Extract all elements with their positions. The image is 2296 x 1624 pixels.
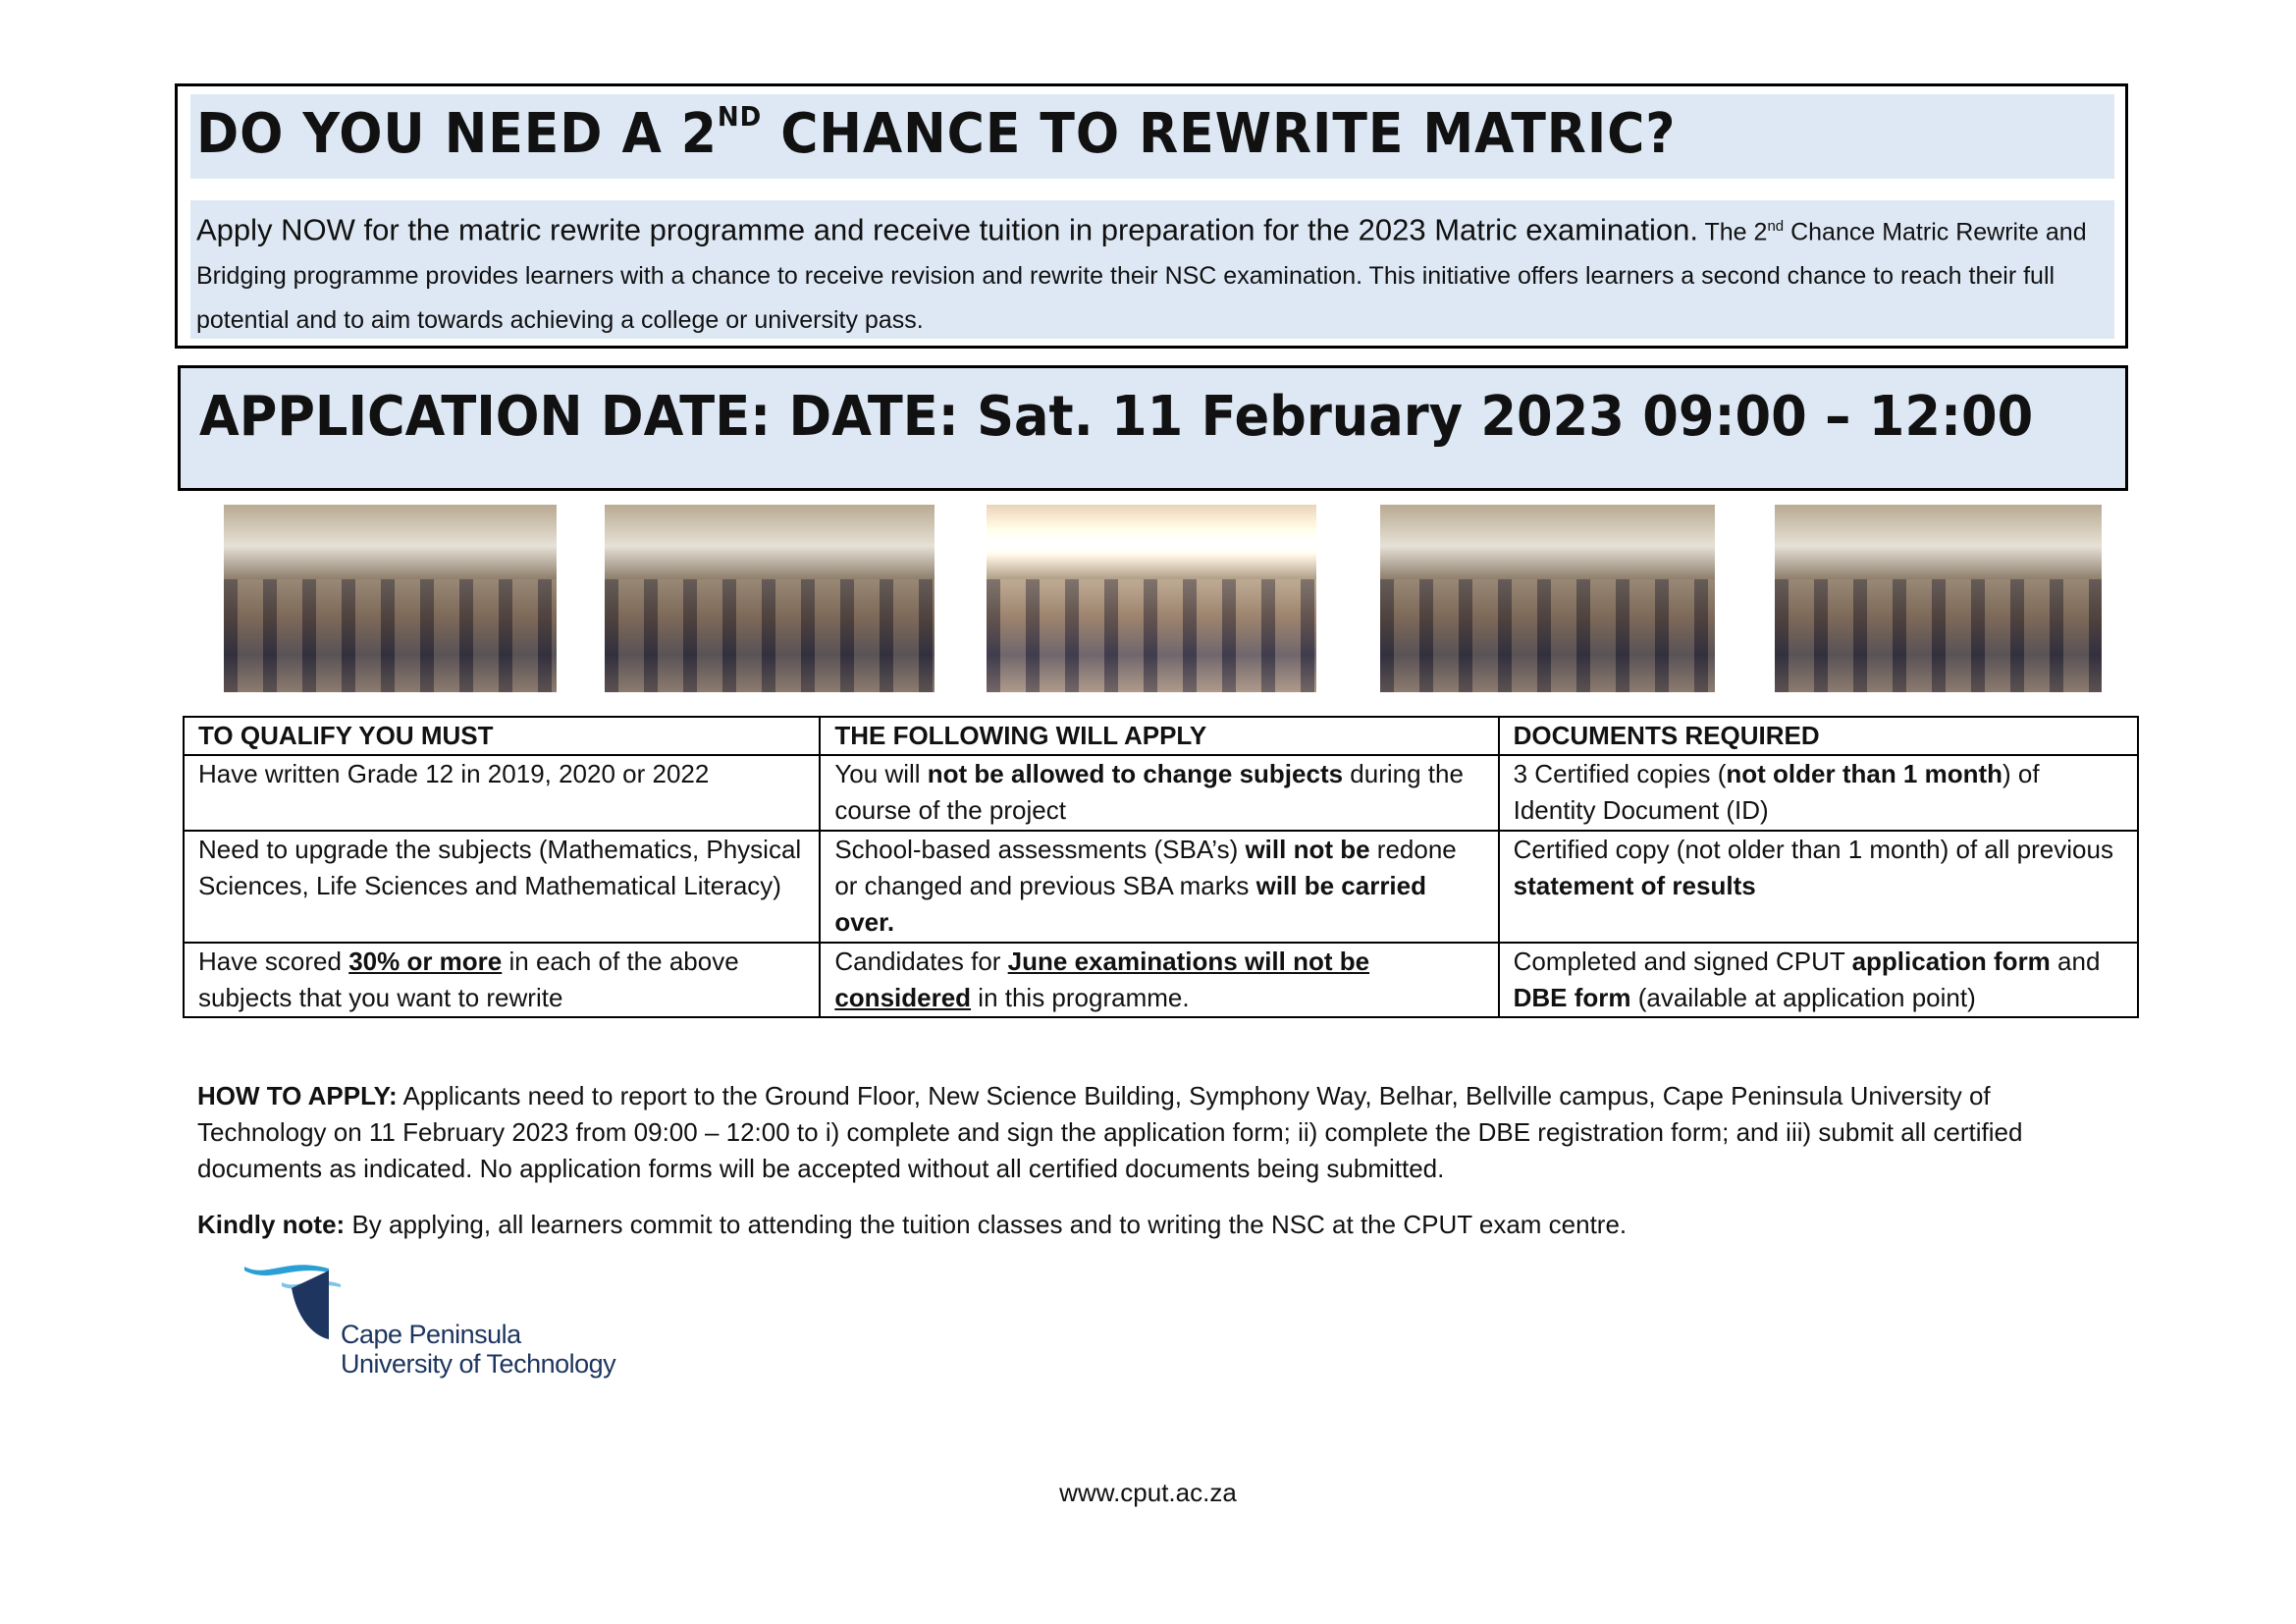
cput-wave-icon <box>242 1259 341 1367</box>
exam-hall-photo <box>987 505 1316 692</box>
table-cell: Candidates for June examinations will not be considered in this programme. <box>820 943 1498 1017</box>
table-row <box>184 943 2138 1017</box>
table-header-row <box>184 717 2138 755</box>
table-cell: Have written Grade 12 in 2019, 2020 or 2022 <box>184 755 820 831</box>
table-cell: Need to upgrade the subjects (Mathematics, Physical Sciences, Life Sciences and Mathematical Literacy) <box>184 831 820 943</box>
exam-hall-photo <box>1380 505 1715 692</box>
table-cell: Certified copy (not older than 1 month) of all previous statement of results <box>1499 831 2138 943</box>
exam-hall-photo <box>605 505 934 692</box>
kindly-note: Kindly note: By applying, all learners commit to attending the tuition classes and to writing the NSC at the CPUT exam centre. <box>197 1210 1628 1239</box>
table-cell: You will not be allowed to change subjects during the course of the project <box>820 755 1498 831</box>
exam-hall-photo <box>224 505 557 692</box>
application-date: APPLICATION DATE: DATE: Sat. 11 February 2023 09:00 – 12:00 <box>199 385 2034 449</box>
table-row <box>184 755 2138 831</box>
column-header: DOCUMENTS REQUIRED <box>1499 717 2138 755</box>
page-title: DO YOU NEED A 2ND CHANCE TO REWRITE MATRIC? <box>196 100 1677 166</box>
how-to-apply: HOW TO APPLY: Applicants need to report to the Ground Floor, New Science Building, Symphony Way, Belhar, Bellville campus, Cape Peninsula University of Technology on 11 February 2023 from 09:00 – 12:00 to i) complete and sign the application form; ii) complete the DBE registration form; and iii) submit all certified documents as indicated. No application forms will be accepted without all certified documents being submitted. <box>197 1081 2023 1183</box>
requirements-table <box>183 716 2139 1018</box>
column-header: TO QUALIFY YOU MUST <box>184 717 820 755</box>
table-cell: School-based assessments (SBA’s) will not be redone or changed and previous SBA marks will be carried over. <box>820 831 1498 943</box>
column-header: THE FOLLOWING WILL APPLY <box>820 717 1498 755</box>
footer-url[interactable]: www.cput.ac.za <box>1059 1478 1237 1507</box>
logo-text: Cape Peninsula University of Technology <box>341 1320 616 1379</box>
table-cell: Completed and signed CPUT application form and DBE form (available at application point) <box>1499 943 2138 1017</box>
table-row <box>184 831 2138 943</box>
exam-hall-photo <box>1775 505 2102 692</box>
intro-paragraph: Apply NOW for the matric rewrite programme and receive tuition in preparation for the 2023 Matric examination. The 2nd Chance Matric Rewrite and Bridging programme provides learners with a chance to receive revision and rewrite their NSC examination. This initiative offers learners a second chance to reach their full potential and to aim towards achieving a college or university pass. <box>196 212 2087 335</box>
cput-logo <box>242 1259 635 1386</box>
table-cell: 3 Certified copies (not older than 1 month) of Identity Document (ID) <box>1499 755 2138 831</box>
table-cell: Have scored 30% or more in each of the above subjects that you want to rewrite <box>184 943 820 1017</box>
